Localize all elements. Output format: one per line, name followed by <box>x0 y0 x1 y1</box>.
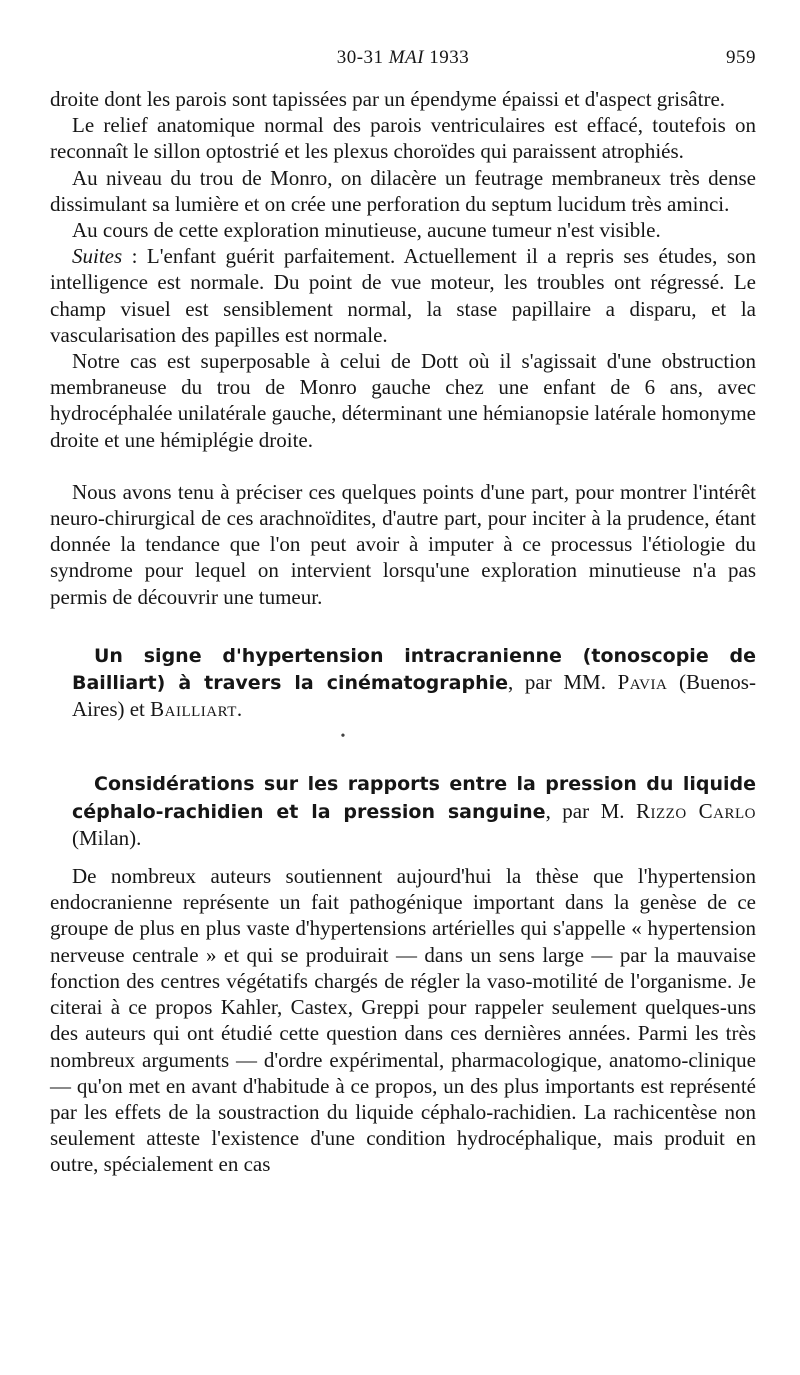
section-par: , par MM. <box>508 670 618 695</box>
paragraph-gap <box>50 453 756 479</box>
stray-mark: • <box>340 729 346 745</box>
paragraph: Notre cas est superposable à celui de Dott où il s'agissait d'une obstruction membraneuse du trou de Monro gauche chez une enfant de 6 ans, avec hydrocéphalée unilatérale gauche, déterminant une hémianopsie latérale homonyme droite et une hémiplégie droite. <box>50 349 756 452</box>
author-location: (Buenos-Aires) et <box>72 670 756 722</box>
article-body <box>50 86 756 1178</box>
section-title: Considérations sur les rapports entre la pression du liquide céphalo-rachidien et la pression sanguine <box>72 773 756 823</box>
section-heading <box>50 642 756 723</box>
author-name: Pavia <box>617 670 668 695</box>
header-date-days: 30-31 <box>336 47 384 68</box>
author-name: Rizzo Carlo <box>636 798 757 823</box>
header-date-year: 1933 <box>429 47 470 68</box>
paragraph: Au niveau du trou de Monro, on dilacère un feutrage membraneux très dense dissimulant sa lumière et on crée une perforation du septum lucidum très aminci. <box>50 165 756 216</box>
author-name: Bailliart <box>150 697 237 722</box>
header-date-month: MAI <box>388 47 425 68</box>
paragraph: De nombreux auteurs soutiennent aujourd'hui la thèse que l'hypertension endocranienne représente un fait pathogénique important dans la genèse de ce groupe de plus en plus vaste d'hypertensions artérielles qui s'appelle « hypertension nerveuse centrale » et qui se produirait — dans un sens large — par la mauvaise fonction des centres végétatifs chargés de régler la vaso-motilité de l'organisme. Je citerai à ce propos Kahler, Castex, Greppi pour rappeler seulement quelques-uns des auteurs qui ont étudié cette question dans ces dernières années. Parmi les très nombreux arguments — d'ordre expérimental, pharmacologique, anatomo-clinique — qu'on met en avant d'habitude à ce propos, un des plus importants est représenté par les effets de la soustraction du liquide céphalo-rachidien. La rachicentèse non seulement atteste l'existence d'une condition hydrocéphalique, mais produit en outre, spécialement en cas <box>50 864 756 1177</box>
paragraph: Au cours de cette exploration minutieuse, aucune tumeur n'est visible. <box>72 218 661 243</box>
section-communication-1 <box>50 642 756 723</box>
header-date <box>50 47 756 69</box>
page-number: 959 <box>726 47 756 68</box>
running-header <box>50 47 756 77</box>
author-location: (Milan). <box>72 825 142 850</box>
section-title: Un signe d'hypertension intracranienne (tonoscopie de Bailliart) à travers la cinématographie <box>72 644 756 695</box>
paragraph: Le relief anatomique normal des parois ventriculaires est effacé, toutefois on reconnaît le sillon optostrié et les plexus choroïdes qui paraissent atrophiés. <box>50 113 756 164</box>
suites-text: : L'enfant guérit parfaitement. Actuellement il a repris ses études, son intelligence est normale. Du point de vue moteur, les troubles ont régressé. Le champ visuel est sensiblement normal, la stase papillaire a disparu, et la vascularisation des papilles est normale. <box>50 244 756 347</box>
section-heading <box>50 770 756 851</box>
suites-label: Suites <box>72 244 123 269</box>
heading-end: . <box>236 697 243 722</box>
paragraph-continued: droite dont les parois sont tapissées par un épendyme épaissi et d'aspect grisâtre. <box>50 87 726 111</box>
paragraph-suites <box>50 243 756 348</box>
paragraph-conclusion: Nous avons tenu à préciser ces quelques points d'une part, pour montrer l'intérêt neuro-chirurgical de ces arachnoïdites, d'autre part, pour inciter à la prudence, étant donnée la tendance que l'on peut avoir à imputer à ce processus l'étiologie du syndrome pour lequel on intervient lorsqu'une exploration minutieuse n'a pas permis de découvrir une tumeur. <box>50 479 756 609</box>
section-par: , par M. <box>545 798 637 823</box>
section-communication-2 <box>50 770 756 1177</box>
